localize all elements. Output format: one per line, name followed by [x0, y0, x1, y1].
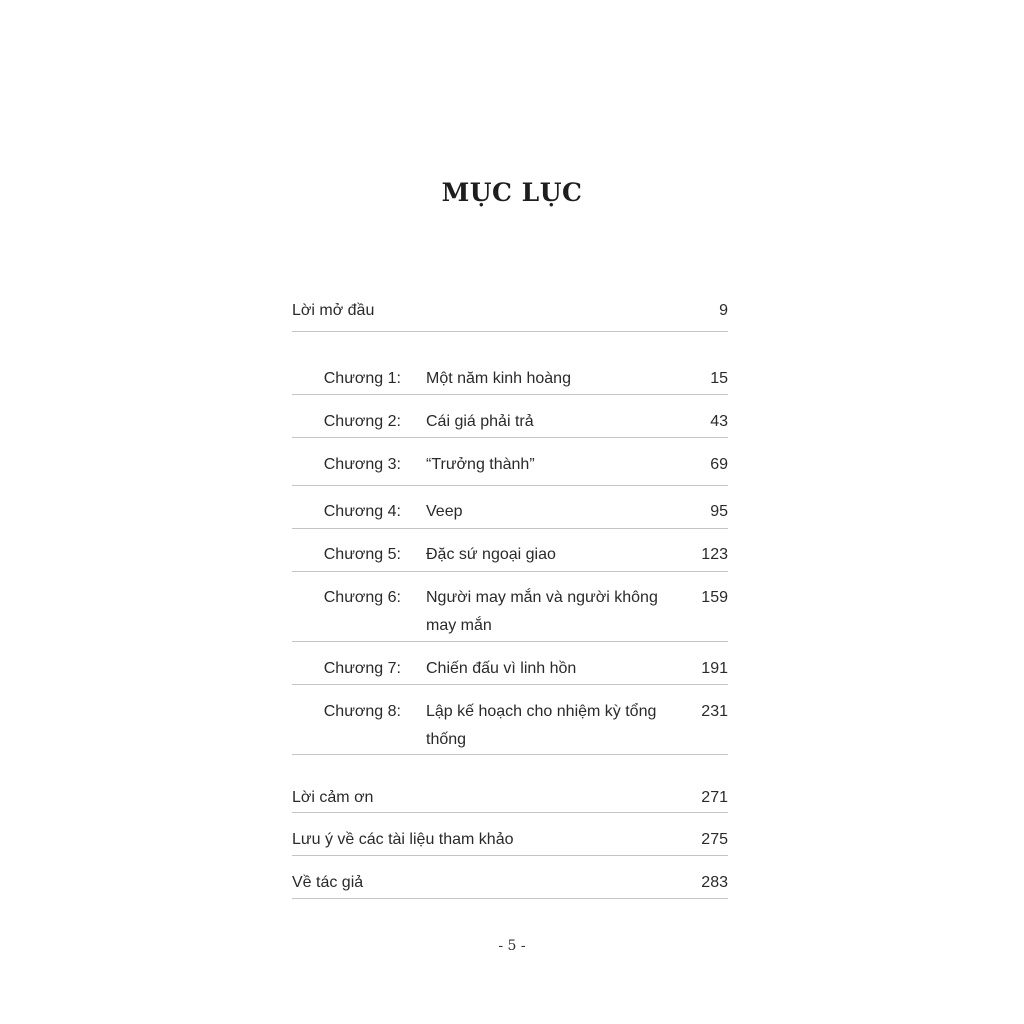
- toc-entry-acknowledgements[interactable]: [292, 784, 728, 813]
- chapter-label: Chương 7:: [323, 660, 401, 677]
- toc-entry-chapter-6[interactable]: [292, 584, 728, 642]
- toc-entry-text: Cái giá phải trả: [426, 413, 534, 430]
- toc-entry-text: Lời mở đầu: [292, 302, 375, 319]
- toc-entry-page: 95: [710, 503, 728, 520]
- toc-entry-chapter-7[interactable]: [292, 655, 728, 685]
- toc-entry-page: 271: [701, 789, 728, 806]
- toc-entry-chapter-1[interactable]: [292, 365, 728, 395]
- chapter-label: Chương 5:: [323, 546, 401, 563]
- chapter-label: Chương 4:: [323, 503, 401, 520]
- toc-entry-text: Người may mắn và người không may mắn: [426, 589, 658, 634]
- toc-entry-page: 43: [710, 413, 728, 430]
- toc-entry-page: 231: [701, 703, 728, 720]
- toc-entry-text: Lưu ý về các tài liệu tham khảo: [292, 831, 514, 848]
- toc-entry-chapter-2[interactable]: [292, 408, 728, 438]
- toc-entry-page: 283: [701, 874, 728, 891]
- chapter-label: Chương 3:: [323, 456, 401, 473]
- toc-entry-text: “Trưởng thành”: [426, 456, 535, 473]
- toc-entry-about-author[interactable]: [292, 869, 728, 899]
- page-title: MỤC LỤC: [441, 178, 583, 207]
- toc-entry-chapter-5[interactable]: [292, 541, 728, 572]
- toc-entry-page: 123: [701, 546, 728, 563]
- toc-entry-page: 69: [710, 456, 728, 473]
- chapter-label: Chương 2:: [323, 413, 401, 430]
- toc-entry-text: Chiến đấu vì linh hồn: [426, 660, 577, 677]
- chapter-label: Chương 6:: [323, 589, 401, 606]
- toc-entry-page: 159: [701, 589, 728, 606]
- toc-entry-text: Về tác giả: [292, 874, 364, 891]
- toc-entry-chapter-4[interactable]: [292, 498, 728, 529]
- toc-entry-page: 15: [710, 370, 728, 387]
- toc-entry-chapter-3[interactable]: [292, 451, 728, 486]
- page-number: - 5 -: [498, 938, 526, 954]
- chapter-label: Chương 8:: [323, 703, 401, 720]
- toc-entry-text: Lời cảm ơn: [292, 789, 374, 806]
- toc-entry-notes-on-sources[interactable]: [292, 826, 728, 856]
- toc-entry-text: Một năm kinh hoàng: [426, 370, 571, 387]
- toc-entry-page: 191: [701, 660, 728, 677]
- toc-entry-text: Đặc sứ ngoại giao: [426, 546, 556, 563]
- toc-entry-text: Lập kế hoạch cho nhiệm kỳ tổng thống: [426, 703, 657, 748]
- toc-entry-preface[interactable]: [292, 297, 728, 332]
- toc-entry-page: 9: [719, 302, 728, 319]
- chapter-label: Chương 1:: [323, 370, 401, 387]
- toc-entry-text: Veep: [426, 503, 463, 520]
- toc-entry-page: 275: [701, 831, 728, 848]
- toc-entry-chapter-8[interactable]: [292, 698, 728, 755]
